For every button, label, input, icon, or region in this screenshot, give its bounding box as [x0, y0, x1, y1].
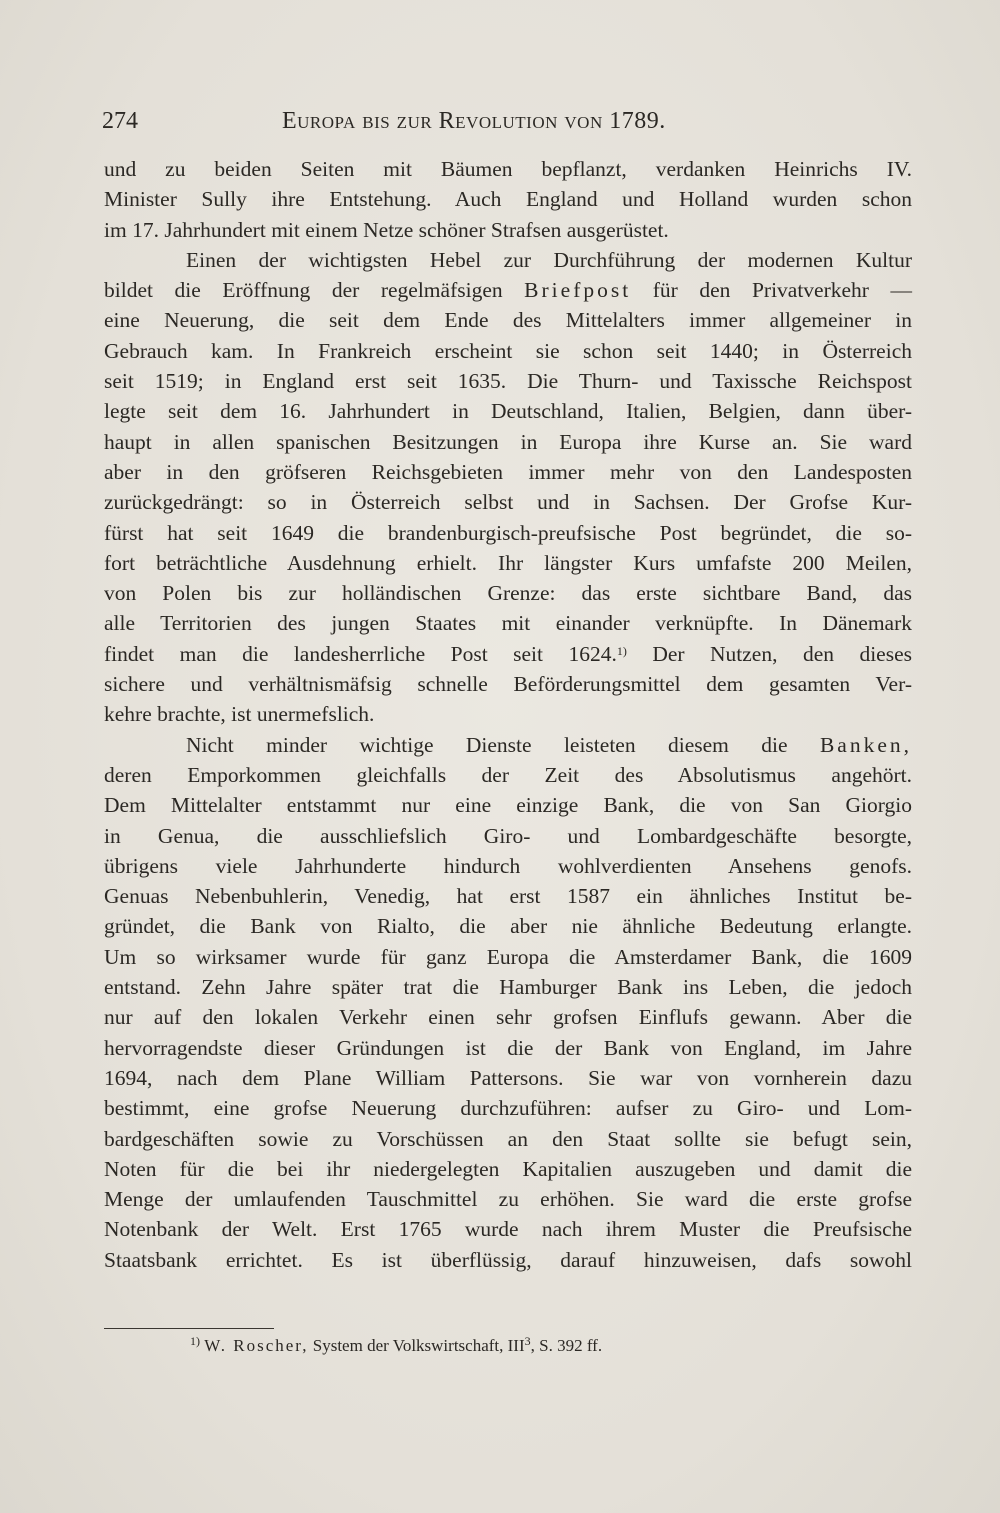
- footnote-author: W. Roscher,: [204, 1336, 309, 1355]
- text-line: gründet, die Bank von Rialto, die aber nie ähnliche Bedeutung erlangte.: [104, 914, 912, 939]
- text-line: Um so wirksamer wurde für ganz Europa die Amsterdamer Bank, die 1609: [104, 944, 912, 969]
- text-line: übrigens viele Jahrhunderte hindurch wohlverdienten Ansehens genofs.: [104, 853, 912, 878]
- text-line: nur auf den lokalen Verkehr einen sehr grofsen Einflufs gewann. Aber die: [104, 1005, 912, 1030]
- text-line: Menge der umlaufenden Tauschmittel zu erhöhen. Sie ward die erste grofse: [104, 1187, 912, 1212]
- running-head: [102, 104, 912, 138]
- emphasized-term-banken: Banken,: [819, 732, 913, 757]
- text-line: [104, 639, 912, 669]
- text-line: deren Emporkommen gleichfalls der Zeit des Absolutismus angehört.: [104, 762, 912, 787]
- footnote: [190, 1333, 602, 1359]
- text-line: [104, 275, 912, 305]
- paragraph-start-line: [104, 730, 912, 760]
- text-line: in Genua, die ausschliefslich Giro- und Lombardgeschäfte besorgte,: [104, 823, 912, 848]
- text-line: Dem Mittelalter entstammt nur eine einzige Bank, die von San Giorgio: [104, 793, 912, 818]
- text-line: aber in den gröfseren Reichsgebieten immer mehr von den Landesposten: [104, 459, 912, 484]
- text-line: Genuas Nebenbuhlerin, Venedig, hat erst 1587 ein ähnliches Institut be-: [104, 884, 912, 909]
- text-line: von Polen bis zur holländischen Grenze: das erste sichtbare Band, das: [104, 581, 912, 606]
- text-line: eine Neuerung, die seit dem Ende des Mittelalters immer allgemeiner in: [104, 308, 912, 333]
- text-line: Noten für die bei ihr niedergelegten Kapitalien auszugeben und damit die: [104, 1156, 912, 1181]
- text-line: haupt in allen spanischen Besitzungen in Europa ihre Kurse an. Sie ward: [104, 429, 912, 454]
- text-line: und zu beiden Seiten mit Bäumen bepflanzt, verdanken Heinrichs IV.: [104, 157, 912, 181]
- footnote-divider: [104, 1328, 274, 1329]
- text-line: Gebrauch kam. In Frankreich erscheint sie schon seit 1440; in Österreich: [104, 338, 912, 363]
- text-segment: Der Nutzen, den dieses: [652, 641, 912, 666]
- text-line: sichere und verhältnismäfsig schnelle Beförderungsmittel dem gesamten Ver-: [104, 672, 912, 697]
- running-title: Europa bis zur Revolution von 1789.: [282, 108, 666, 134]
- text-line: kehre brachte, ist unermefslich.: [104, 702, 375, 727]
- emphasized-term-briefpost: Briefpost: [524, 278, 632, 303]
- text-line: hervorragendste dieser Gründungen ist die der Bank von England, im Jahre: [104, 1035, 912, 1060]
- text-line: Staatsbank errichtet. Es ist überflüssig, darauf hinzuweisen, dafs sowohl: [104, 1247, 912, 1272]
- text-segment: Nicht minder wichtige Dienste leisteten diesem die: [186, 732, 788, 757]
- text-segment: für den Privatverkehr —: [652, 278, 913, 303]
- footnote-reference: 1): [616, 643, 627, 658]
- text-segment: bildet die Eröffnung der regelmäfsigen: [104, 278, 503, 303]
- footnote-edition-superscript: 3: [524, 1334, 531, 1348]
- text-line: bestimmt, eine grofse Neuerung durchzuführen: aufser zu Giro- und Lom-: [104, 1096, 912, 1121]
- page-number: 274: [102, 108, 138, 134]
- text-line: zurückgedrängt: so in Österreich selbst und in Sachsen. Der Grofse Kur-: [104, 490, 912, 515]
- text-line: legte seit dem 16. Jahrhundert in Deutschland, Italien, Belgien, dann über-: [104, 399, 912, 424]
- text-segment: findet man die landesherrliche Post seit 1624.: [104, 641, 617, 666]
- text-line: im 17. Jahrhundert mit einem Netze schöner Strafsen ausgerüstet.: [104, 217, 669, 242]
- text-line: alle Territorien des jungen Staates mit einander verknüpfte. In Dänemark: [104, 611, 912, 636]
- text-line: seit 1519; in England erst seit 1635. Die Thurn- und Taxissche Reichspost: [104, 369, 912, 394]
- text-line: 1694, nach dem Plane William Pattersons. Sie war von vornherein dazu: [104, 1065, 912, 1090]
- text-line: entstand. Zehn Jahre später trat die Hamburger Bank ins Leben, die jedoch: [104, 975, 912, 1000]
- text-line: Minister Sully ihre Entstehung. Auch England und Holland wurden schon: [104, 187, 912, 212]
- footnote-text-end: , S. 392 ff.: [530, 1336, 603, 1355]
- body-text: [104, 154, 912, 1275]
- footnote-marker: 1): [190, 1334, 200, 1348]
- text-line: bardgeschäften sowie zu Vorschüssen an den Staat sollte sie befugt sein,: [104, 1126, 912, 1151]
- text-line: fort beträchtliche Ausdehnung erhielt. Ihr längster Kurs umfafste 200 Meilen,: [104, 550, 912, 575]
- footnote-text: System der Volkswirtschaft, III: [312, 1336, 525, 1355]
- text-line: Notenbank der Welt. Erst 1765 wurde nach ihrem Muster die Preufsische: [104, 1217, 912, 1242]
- text-line: fürst hat seit 1649 die brandenburgisch-preufsische Post begründet, die so-: [104, 520, 912, 545]
- paragraph-start-line: Einen der wichtigsten Hebel zur Durchführung der modernen Kultur: [186, 247, 912, 272]
